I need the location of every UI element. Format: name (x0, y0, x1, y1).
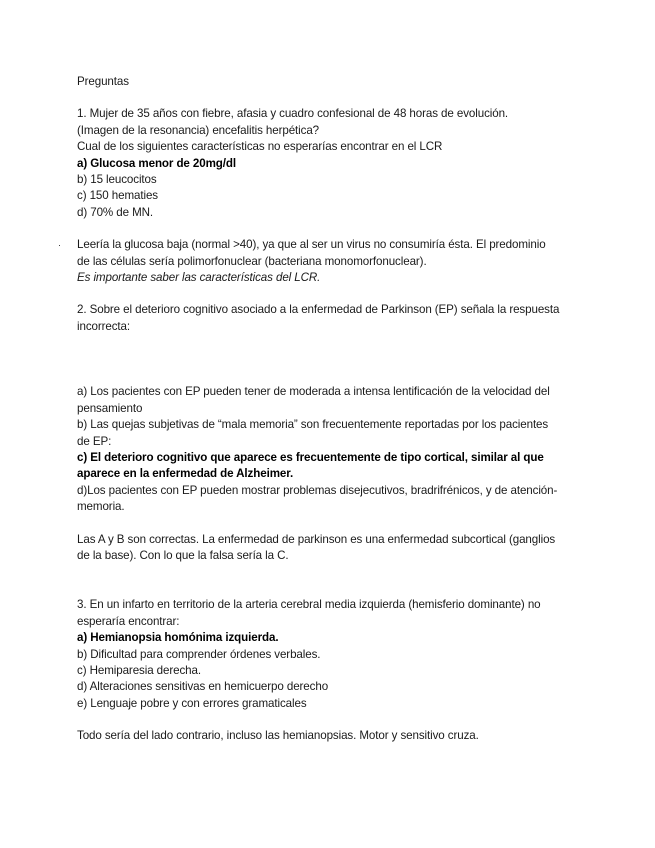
q1-option-b: b) 15 leucocitos (77, 173, 157, 187)
q3-stem-line-1: 3. En un infarto en territorio de la arteria cerebral media izquierda (hemisferio dominante) no (77, 598, 541, 612)
q2-option-b-line-1: b) Las quejas subjetivas de “mala memoria” son frecuentemente reportadas por los pacientes (77, 418, 549, 432)
q2-stem-line-2: incorrecta: (77, 319, 131, 333)
q1-explanation (58, 237, 582, 286)
question-1 (58, 106, 582, 286)
q2-option-d-line-2: memoria. (77, 500, 125, 514)
bullet-dot-icon: · (58, 240, 61, 251)
q3-option-c: c) Hemiparesia derecha. (77, 663, 201, 677)
q2-option-c-correct-line-1: c) El deterioro cognitivo que aparece es frecuentemente de tipo cortical, similar al que (77, 450, 544, 464)
q2-option-b-line-2: de EP: (77, 434, 112, 448)
q3-option-b: b) Dificultad para comprender órdenes verbales. (77, 647, 321, 661)
q2-explanation-line-1: Las A y B son correctas. La enfermedad de parkinson es una enfermedad subcortical (ganglios (77, 532, 556, 546)
q2-option-a-line-1: a) Los pacientes con EP pueden tener de moderada a intensa lentificación de la velocidad del (77, 385, 550, 399)
q3-explanation: Todo sería del lado contrario, incluso las hemianopsias. Motor y sensitivo cruza. (77, 729, 479, 743)
q1-stem-line-2: (Imagen de la resonancia) encefalitis herpética? (77, 123, 320, 137)
q1-option-d: d) 70% de MN. (77, 205, 154, 219)
q2-option-a-line-2: pensamiento (77, 401, 143, 415)
q1-stem-line-3: Cual de los siguientes características no esperarías encontrar en el LCR (77, 140, 443, 154)
q2-option-d-line-1: d)Los pacientes con EP pueden mostrar problemas disejecutivos, bradrifrénicos, y de atención- (77, 483, 558, 497)
q2-stem-line-1: 2. Sobre el deterioro cognitivo asociado a la enfermedad de Parkinson (EP) señala la respuesta (77, 303, 560, 317)
q3-stem-line-2: esperaría encontrar: (77, 614, 180, 628)
q2-option-c-correct-line-2: aparece en la enfermedad de Alzheimer. (77, 467, 294, 481)
q3-option-e: e) Lenguaje pobre y con errores gramaticales (77, 696, 307, 710)
q3-option-d: d) Alteraciones sensitivas en hemicuerpo derecho (77, 680, 329, 694)
question-3 (77, 597, 582, 744)
q1-option-a-correct: a) Glucosa menor de 20mg/dl (77, 156, 237, 170)
q1-note: Es importante saber las características del LCR. (77, 271, 321, 285)
q3-option-a-correct: a) Hemianopsia homónima izquierda. (77, 631, 279, 645)
q1-explanation-line-1: Leería la glucosa baja (normal >40), ya que al ser un virus no consumiría ésta. El predominio (77, 238, 546, 252)
document-content (58, 74, 582, 745)
question-2 (77, 302, 582, 564)
q2-explanation-line-2: de la base). Con lo que la falsa sería la C. (77, 548, 289, 562)
q1-option-c: c) 150 hematies (77, 189, 158, 203)
document-title: Preguntas (77, 75, 129, 88)
q1-explanation-line-2: de las células sería polimorfonuclear (bacteriana monomorfonuclear). (77, 254, 427, 268)
q1-stem-line-1: 1. Mujer de 35 años con fiebre, afasia y cuadro confesional de 48 horas de evolución. (77, 107, 509, 121)
